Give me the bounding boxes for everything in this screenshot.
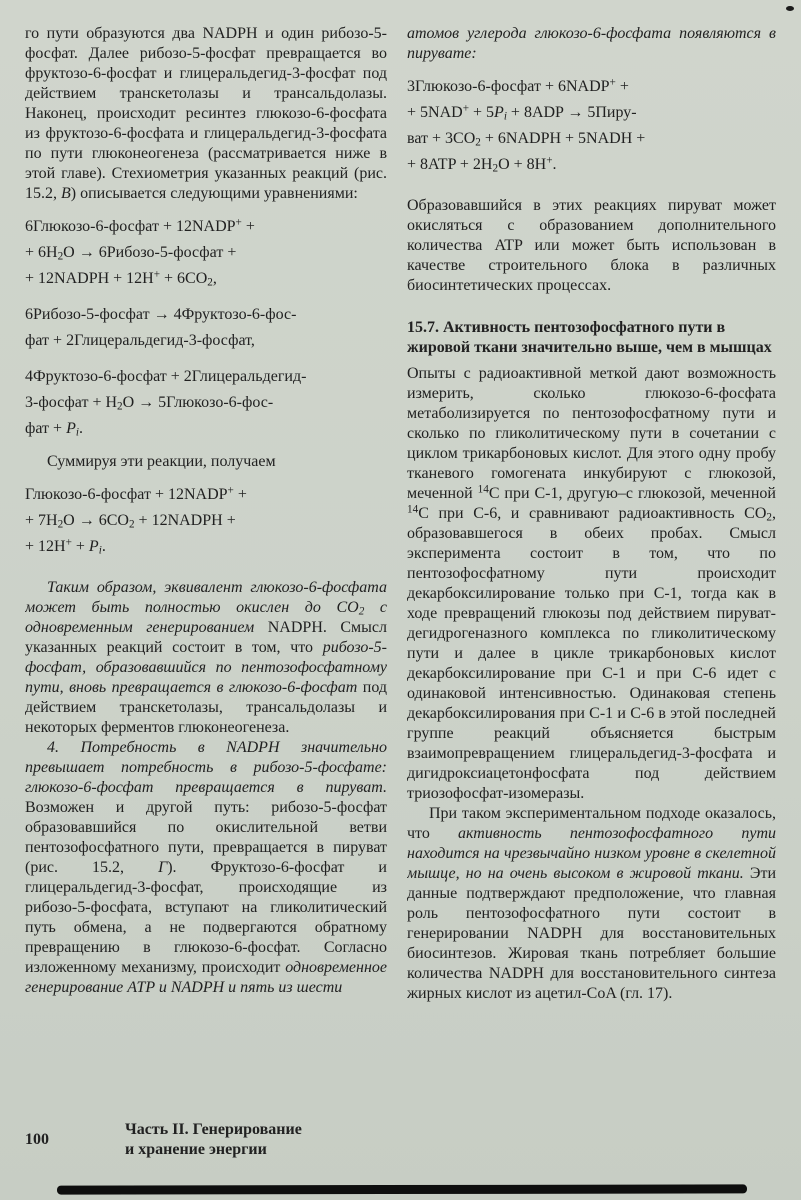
equation-line: + $7H_2O \to 6CO_2$ + 12NADPH + — [25, 512, 236, 531]
equation-line: 3Глюкозо-6-фосфат + 6NADP+ + — [407, 76, 629, 95]
equation-line: фат + $P_i$. — [25, 420, 83, 439]
equation — [407, 74, 776, 178]
equation-line: Глюкозо-6-фосфат + 12NADP+ + — [25, 484, 247, 503]
paragraph: Образовавшийся в этих реакциях пируват может окисляться с образованием дополнительного количества ATP или может быть использован в качестве строительного блока в различных биосинтетических процессах. — [407, 197, 776, 294]
page-footer — [25, 1120, 387, 1160]
paragraph: Опыты с радиоактивной меткой дают возможность измерить, сколько глюкозо-6-фосфата метаболизируется по пентозофосфатному пути и сколько по гликолитическому пути в сочетании с циклом трикарбоновых кислот. Для этого одну пробу тканевого гомогената инкубируют с глюкозой, меченной $^{14}$C при C-1, другую–с глюкозой, меченной $^{14}$C при C-6, и сравнивают радиоактивность $CO_2$, образовавшегося в обеих пробах. Смысл эксперимента состоит в том, что по пентозофосфатному пути происходит декарбоксилирование только при C-1, тогда как в ходе превращений глюкозы под действием пируват-дегидрогеназного комплекса по гликолитическому пути и далее в цикле трикарбоновых кислот декарбоксилирование при C-1 и при C-6 идет с одинаковой интенсивностью. Одинаковая степень декарбоксилирования при C-1 и C-6 в этой последней группе реакций объясняется быстрым взаимопревращением глицеральдегид-3-фосфата и дигидроксиацетонфосфата под действием триозофосфат-изомеразы. — [407, 365, 776, 802]
equation — [25, 214, 387, 292]
equation-line: фат + 2Глицеральдегид-3-фосфат, — [25, 332, 255, 349]
equation-line: + 12NADPH + $12H^+ + 6CO_2$, — [25, 268, 217, 289]
text-column-left — [25, 24, 387, 1114]
text-columns — [25, 24, 776, 1174]
equation-line: 6Глюкозо-6-фосфат + 12NADP+ + — [25, 216, 255, 235]
equation-line: ват + $3CO_2$ + 6NADPH + 5NADH + — [407, 130, 646, 149]
equation — [25, 364, 387, 442]
page-number: 100 — [25, 1131, 49, 1148]
scan-bottom-edge — [57, 1184, 747, 1194]
heading: 15.7. Активность пентозофосфатного пути в жировой ткани значительно выше, чем в мышцах — [407, 319, 772, 356]
equation-line: + $8ATP + 2H_2O + 8H^+$. — [407, 154, 557, 175]
paragraph: Суммируя эти реакции, получаем — [47, 453, 276, 470]
equation — [25, 482, 387, 560]
paragraph: При таком экспериментальном подходе оказалось, что активность пентозофосфатного пути находится на чрезвычайно низком уровне в скелетной мышце, но на очень высоком в жировой ткани. Эти данные подтверждают предположение, что главная роль пентозофосфатного пути состоит в генерировании NADPH для восстановительных биосинтезов. Жировая ткань потребляет большие количества NADPH для восстановительного синтеза жирных кислот из ацетил-CoA (гл. 17). — [407, 805, 776, 1002]
equation-line: + $6H_2O$ → 6Рибозо-5-фосфат + — [25, 244, 237, 263]
equation-line: 6Рибозо-5-фосфат → 4Фруктозо-6-фос- — [25, 306, 297, 323]
equation-line: 4Фруктозо-6-фосфат + 2Глицеральдегид- — [25, 368, 307, 385]
paragraph: атомов углерода глюкозо-6-фосфата появляются в пирувате: — [407, 25, 776, 62]
paragraph: Таким образом, эквивалент глюкозо-6-фосфата может быть полностью окислен до $CO_2$ с одновременным генерированием NADPH. Смысл указанных реакций состоит в том, что рибозо-5-фосфат, образовавшийся по пентозофосфатному пути, вновь превращается в глюкозо-6-фосфат под действием транскетолазы, трансальдолазы и некоторых ферментов глюконеогенеза. — [25, 579, 387, 736]
equation-line: + $12H^+ + P_i$. — [25, 536, 106, 557]
footer-caption-line2: и хранение энергии — [125, 1141, 267, 1158]
paragraph: го пути образуются два NADPH и один рибозо-5-фосфат. Далее рибозо-5-фосфат превращается во фруктозо-6-фосфат и глицеральдегид-3-фосфат под действием транскетолазы и трансальдолазы. Наконец, происходит ресинтез глюкозо-6-фосфата из фруктозо-6-фосфата и глицеральдегид-3-фосфата по пути глюконеогенеза (рассматривается ниже в этой главе). Стехиометрия указанных реакций (рис. 15.2, В) описывается следующими уравнениями: — [25, 25, 387, 202]
text-column-right — [407, 24, 776, 1174]
equation-line: 3-фосфат + $H_2O$ → 5Глюкозо-6-фос- — [25, 394, 274, 413]
paragraph: 4. Потребность в NADPH значительно превышает потребность в рибозо-5-фосфате: глюкозо-6-фосфат превращается в пируват. Возможен и другой путь: рибозо-5-фосфат образовавшийся по окислительной ветви пентозофосфатного пути, превращается в пируват (рис. 15.2, Г). Фруктозо-6-фосфат и глицеральдегид-3-фосфат, происходящие из рибозо-5-фосфата, вступают на гликолитический путь обмена, а не подвергаются обратному превращению в глюкозо-6-фосфат. Согласно изложенному механизму, происходит одновременное генерирование ATP и NADPH и пять из шести — [25, 739, 387, 996]
footer-caption-line1: Часть II. Генерирование — [125, 1121, 302, 1138]
equation-line: + $5NAD^+ + 5P_i + 8ADP$ → 5Пиру- — [407, 102, 637, 123]
footer-caption — [125, 1120, 302, 1160]
scan-speck — [786, 6, 794, 11]
equation — [25, 302, 387, 354]
